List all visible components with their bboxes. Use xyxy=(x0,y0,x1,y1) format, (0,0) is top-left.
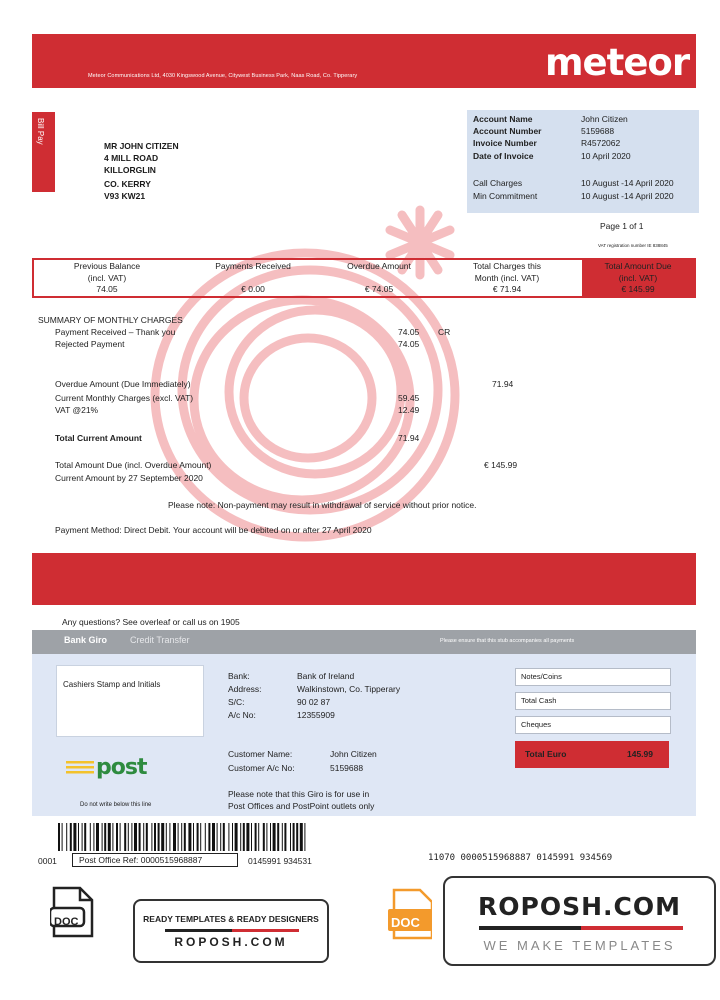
roposh-rule xyxy=(479,926,683,930)
do-not-write-note: Do not write below this line xyxy=(80,802,152,808)
doc-icon-label: DOC xyxy=(54,916,79,928)
vat-value: 12.49 xyxy=(398,405,420,415)
current-charges-value: 59.45 xyxy=(398,393,420,403)
total-euro-box xyxy=(515,741,669,768)
company-address: Meteor Communications Ltd, 4030 Kingswood Avenue, Citywest Business Park, Naas Road, Co. Tipperary xyxy=(88,73,358,79)
post-logo xyxy=(66,755,147,780)
post-note-line-1: Please note that this Giro is for use in xyxy=(228,789,370,799)
payments-received-label: Payments Received xyxy=(215,261,291,271)
invoice-number-label: Invoice Number xyxy=(473,138,537,148)
customer-name-label: Customer Name: xyxy=(228,749,293,759)
vat-label: VAT @21% xyxy=(55,405,99,415)
invoice-date-label: Date of Invoice xyxy=(473,151,534,161)
total-current-value: 71.94 xyxy=(398,433,420,443)
total-cash-label: Total Cash xyxy=(521,696,557,705)
meteor-logo: meteor xyxy=(545,41,690,84)
total-charges-cell xyxy=(432,260,582,296)
payments-received-label-2 xyxy=(180,273,326,285)
customer-account-label: Customer A/c No: xyxy=(228,763,295,773)
total-amount-due-value: € 145.99 xyxy=(621,284,655,294)
summary-title: SUMMARY OF MONTHLY CHARGES xyxy=(38,315,183,325)
call-charges-label: Call Charges xyxy=(473,178,523,188)
sort-code-label: S/C: xyxy=(228,697,245,707)
account-no-value: 12355909 xyxy=(297,710,335,720)
previous-balance-label-2: (incl. VAT) xyxy=(87,272,127,283)
account-panel xyxy=(467,110,699,213)
rejected-payment-label: Rejected Payment xyxy=(55,339,125,349)
doc-icon-label-orange: DOC xyxy=(391,915,420,930)
post-office-ref: Post Office Ref: 0000515968887 xyxy=(72,853,238,867)
customer-account-value: 5159688 xyxy=(330,763,364,773)
account-number-value: 5159688 xyxy=(581,126,615,136)
giro-title: Bank Giro xyxy=(64,635,108,645)
ready-templates-line: READY TEMPLATES & READY DESIGNERS xyxy=(143,914,319,924)
giro-note: Please ensure that this stub accompanies all payments xyxy=(440,638,575,644)
totals-band xyxy=(32,258,696,298)
total-amount-due-label-2: (incl. VAT) xyxy=(618,272,658,283)
cashier-stamp-label: Cashiers Stamp and Initials xyxy=(63,680,161,689)
total-charges-value: € 71.94 xyxy=(492,284,522,294)
invoice-date-value: 10 April 2020 xyxy=(581,151,631,161)
ready-templates-banner xyxy=(133,899,329,963)
ocr-line: 11070 0000515968887 0145991 934569 xyxy=(428,853,613,863)
account-name-value: John Citizen xyxy=(581,114,628,124)
overdue-amount-label: Overdue Amount xyxy=(347,261,411,271)
page-indicator: Page 1 of 1 xyxy=(600,221,644,231)
notes-coins-label: Notes/Coins xyxy=(521,672,562,681)
previous-balance-value: 74.05 xyxy=(96,284,118,294)
invoice-number-value: R4572062 xyxy=(581,138,621,148)
account-number-label: Account Number xyxy=(473,126,542,136)
total-charges-label: Total Charges this xyxy=(472,261,542,271)
post-note-line-2: Post Offices and PostPoint outlets only xyxy=(228,801,375,811)
doc-file-icon xyxy=(50,886,94,938)
current-charges-label: Current Monthly Charges (excl. VAT) xyxy=(55,393,194,403)
overdue-due-value: 71.94 xyxy=(492,379,514,389)
vat-registration: VAT registration number IE 838845 xyxy=(598,243,668,248)
overdue-amount-cell xyxy=(326,260,432,296)
payments-received-cell xyxy=(180,260,326,296)
total-due-value: € 145.99 xyxy=(484,460,518,470)
total-cash-field[interactable] xyxy=(515,692,671,710)
credit-flag: CR xyxy=(438,327,451,337)
banner-rule xyxy=(165,929,299,932)
total-charges-label-2: Month (incl. VAT) xyxy=(474,272,540,283)
non-payment-notice: Please note: Non-payment may result in withdrawal of service without prior notice. xyxy=(168,500,477,510)
address-label: Address: xyxy=(228,684,262,694)
address-value: Walkinstown, Co. Tipperary xyxy=(297,684,401,694)
payment-method: Payment Method: Direct Debit. Your account will be debited on or after 27 April 2020 xyxy=(55,525,372,535)
address-line-1: MR JOHN CITIZEN xyxy=(104,141,179,151)
mid-codes: 0145991 934531 xyxy=(248,856,312,866)
account-no-label: A/c No: xyxy=(228,710,256,720)
address-line-3: KILLORGLIN xyxy=(104,165,156,175)
total-euro-label: Total Euro xyxy=(525,749,567,759)
call-charges-value: 10 August -14 April 2020 xyxy=(581,178,674,188)
post-stripes-icon xyxy=(66,758,96,778)
bill-pay-label: Bill Pay xyxy=(36,118,45,145)
total-amount-due-label: Total Amount Due xyxy=(604,261,672,271)
cheques-field[interactable] xyxy=(515,716,671,734)
notes-coins-field[interactable] xyxy=(515,668,671,686)
overdue-due-label: Overdue Amount (Due Immediately) xyxy=(55,379,191,389)
cashier-stamp-box xyxy=(56,665,204,737)
overdue-amount-label-2 xyxy=(326,273,432,285)
roposh-small: ROPOSH.COM xyxy=(174,935,288,949)
cheques-label: Cheques xyxy=(521,720,552,729)
address-line-2: 4 MILL ROAD xyxy=(104,153,159,163)
questions-line: Any questions? See overleaf or call us on 1905 xyxy=(62,617,240,627)
giro-header xyxy=(32,630,696,654)
address-line-4: CO. KERRY xyxy=(104,179,151,189)
roposh-tagline: WE MAKE TEMPLATES xyxy=(483,938,676,953)
min-commitment-value: 10 August -14 April 2020 xyxy=(581,191,674,201)
doc-file-icon-orange xyxy=(388,888,432,940)
overdue-amount-value: € 74.05 xyxy=(364,284,394,294)
total-due-label: Total Amount Due (incl. Overdue Amount) xyxy=(55,460,212,470)
total-euro-value: 145.99 xyxy=(627,749,653,759)
bank-value: Bank of Ireland xyxy=(297,671,355,681)
payment-received-label: Payment Received – Thank you xyxy=(55,327,176,337)
previous-balance-label: Previous Balance xyxy=(73,261,141,271)
roposh-title: ROPOSH.COM xyxy=(478,892,681,921)
divider-band xyxy=(32,553,696,605)
current-by-label: Current Amount by 27 September 2020 xyxy=(55,473,203,483)
giro-subtitle: Credit Transfer xyxy=(130,635,190,645)
left-code: 0001 xyxy=(38,856,57,866)
bank-label: Bank: xyxy=(228,671,250,681)
total-amount-due-cell xyxy=(582,260,694,296)
sort-code-value: 90 02 87 xyxy=(297,697,331,707)
post-wordmark: post xyxy=(96,755,147,780)
min-commitment-label: Min Commitment xyxy=(473,191,538,201)
address-line-5: V93 KW21 xyxy=(104,191,146,201)
previous-balance-cell xyxy=(34,260,180,296)
barcode xyxy=(58,823,306,851)
roposh-banner xyxy=(443,876,716,966)
account-name-label: Account Name xyxy=(473,114,533,124)
bill-pay-tab xyxy=(32,112,55,192)
total-current-label: Total Current Amount xyxy=(55,433,142,443)
payments-received-value: € 0.00 xyxy=(241,284,265,294)
customer-name-value: John Citizen xyxy=(330,749,377,759)
payment-received-value: 74.05 xyxy=(398,327,420,337)
rejected-payment-value: 74.05 xyxy=(398,339,420,349)
